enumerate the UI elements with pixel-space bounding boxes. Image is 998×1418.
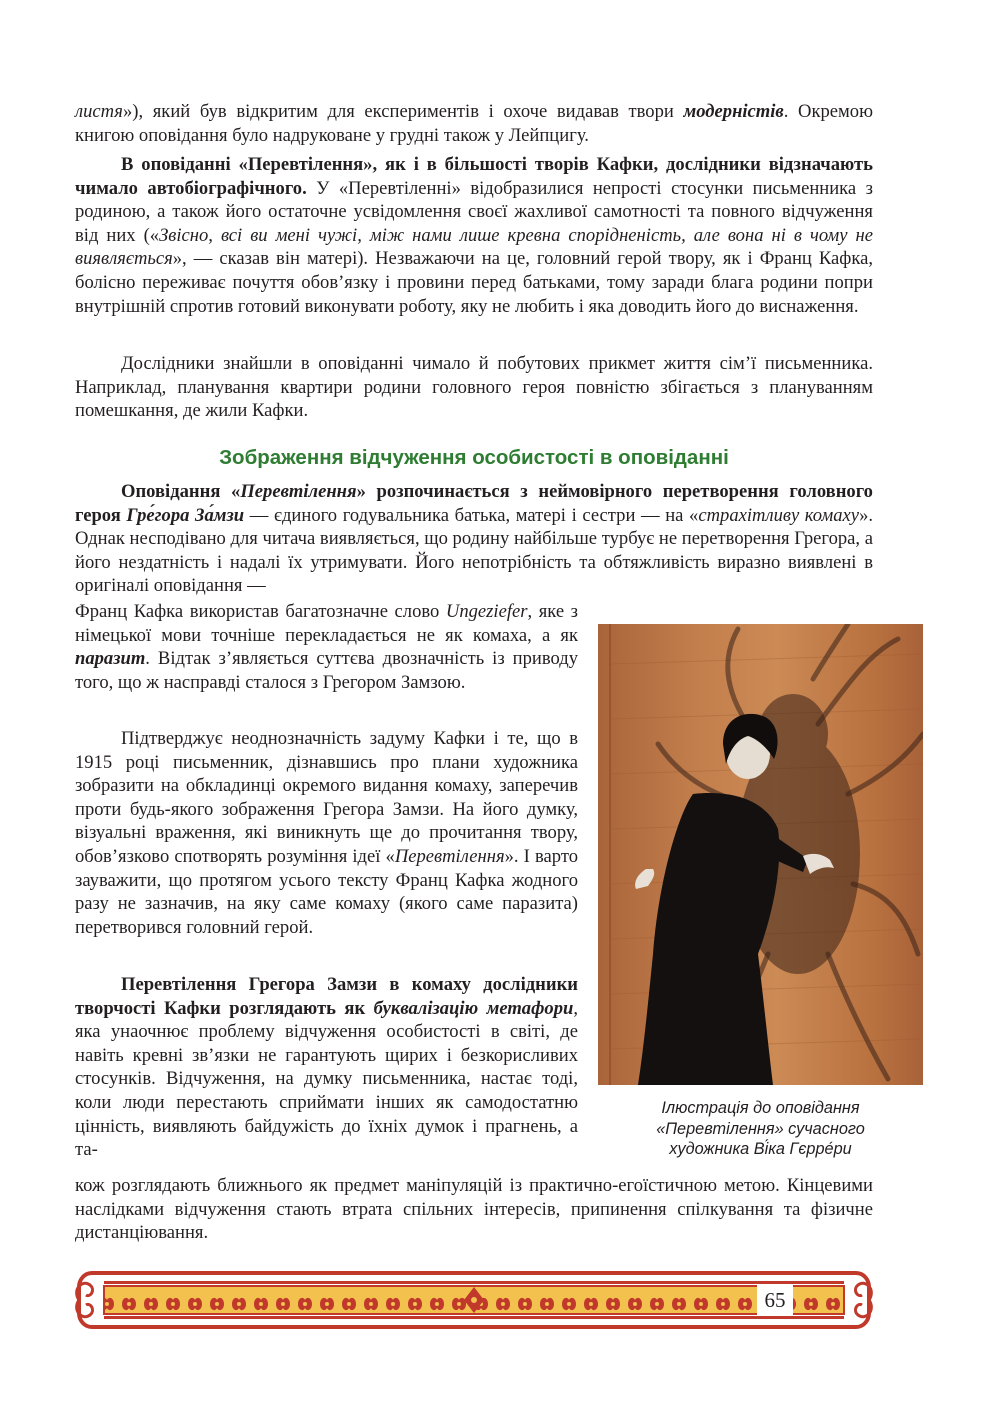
title-metamorphosis: Перевтілення [394, 845, 505, 867]
text: , яке з німецької мови точніше перекладається не як комаха, а як [75, 601, 578, 646]
text: — єдиного годувальника батька, матері і сестри — на « [244, 504, 699, 526]
caption-line-1: Ілюстрація до оповідання [661, 1099, 860, 1117]
term-literalized-metaphor: буквалізацію метафори [373, 997, 574, 1019]
paragraph-literalized-metaphor [75, 973, 578, 1162]
illustration-metamorphosis [598, 624, 923, 1085]
text-bold: » розпочинається з неймовірного перетворення головного героя [75, 481, 873, 526]
quote-italic: Звісно, всі ви мені чужі, між нами лише кревна спорідненість, але вона ні в чому не виявляється [75, 224, 874, 270]
section-heading: Зображення відчуження особистості в оповіданні [219, 446, 729, 469]
illustration-image [598, 624, 923, 1085]
text: Франц Кафка використав багатозначне слово [75, 601, 446, 622]
page-number: 65 [757, 1284, 793, 1316]
quote-insect: страхітливу комаху [698, 504, 860, 526]
name-gregor-samsa: Гре́гора За́мзи [126, 504, 245, 526]
ornament-footer-band [74, 1265, 874, 1335]
paragraph-intro-continuation [75, 100, 873, 147]
text: . Окремою книгою оповідання було надруковане у грудні також у Лейпцигу. [75, 101, 873, 146]
word-ungeziefer: Ungeziefer [445, 601, 528, 622]
word-parasite: паразит [75, 648, 146, 670]
text: , яка унаочнює проблему відчуження особистості в світі, де навіть кревні зв’язки не гарантують щирих і безкорисливих стосунків. Відчуження, на думку письменника, настає тоді, коли люди перестають сприймати інших як самодостатню цінність, виявляють байдужість до їхніх думок і прагнень, а та- [75, 997, 578, 1161]
title-metamorphosis: Перевтілення [240, 481, 357, 502]
paragraph-autobiography [75, 153, 873, 318]
text: Підтверджує неоднозначність задуму Кафки і те, що в 1915 році письменник, дізнавшись про плани художника зобразити на обкладинці окремого видання комаху, заперечив проти будь-якого зображення Грегора Замзи. На його думку, візуальні враження, які виникнуть ще до прочитання твору, обов’язково спотворять розуміння ідеї « [75, 728, 578, 867]
paragraph-alienation-consequences: кож розглядають ближнього як предмет маніпуляцій із практично-егоїстичною метою. Кінцевими наслідками відчуження стають втрата спільних інтересів, припинення спілкування та фізичне дистанціювання. [75, 1175, 873, 1244]
illustration-caption [598, 1098, 923, 1160]
text: . Відтак з’являється суттєва двозначність із приводу того, що ж насправді сталося з Грегором Замзою. [75, 648, 578, 693]
text: ». Однак несподівано для читача виявляється, що родину найбільше турбує не перетворення Грегора, а його нездатність і надалі їх утримувати. Його непотрібність та обтяжливість виразно виявлені в оригіналі оповідання — [75, 504, 874, 597]
text-bold: Перевтілення Грегора Замзи в комаху дослідники творчості Кафки розглядають як [75, 974, 578, 1019]
paragraph-metamorphosis-start [75, 480, 873, 598]
text: У «Перевтіленні» відобразилися непрості стосунки письменника з родиною, а також його остаточне усвідомлення своєї жахливої самотності та повного відчуження від них (« [75, 177, 873, 246]
text-bold-thesis: В оповіданні «Перевтілення», як і в більшості творів Кафки, дослідники відзначають чимало автобіографічного. [75, 154, 873, 199]
term-modernists: модерністів [683, 101, 784, 122]
text: », — сказав він матері). Незважаючи на це, головний герой твору, як і Франц Кафка, болісно переживає почуття обов’язку і провини перед батьками, тому заради блага родини попри внутрішній спротив готовий виконувати роботу, яку не любить і яка доводить його до виснаження. [75, 248, 873, 317]
paragraph-cover-objection [75, 727, 578, 939]
text-bold: Оповідання « [121, 481, 241, 502]
paragraph-everyday-details: Дослідники знайшли в оповіданні чимало й побутових прикмет життя сім’ї письменника. Наприклад, планування квартири родини головного героя повністю збігається з плануванням помешкання, де жили Кафки. [75, 353, 873, 422]
paragraph-ungeziefer [75, 600, 578, 694]
text: »), який був відкритим для експериментів і охоче видавав твори [122, 101, 684, 122]
text: ». І варто зауважити, що протягом усього тексту Франц Кафка жодного разу не зазначив, на яку саме комаху (якого саме паразита) перетворився головний герой. [75, 845, 578, 938]
caption-line-3: художника Ві́ка Гєрре́ри [669, 1140, 852, 1158]
caption-line-2: «Перевтілення» сучасного [656, 1119, 865, 1138]
text-italic: листя [75, 101, 123, 122]
